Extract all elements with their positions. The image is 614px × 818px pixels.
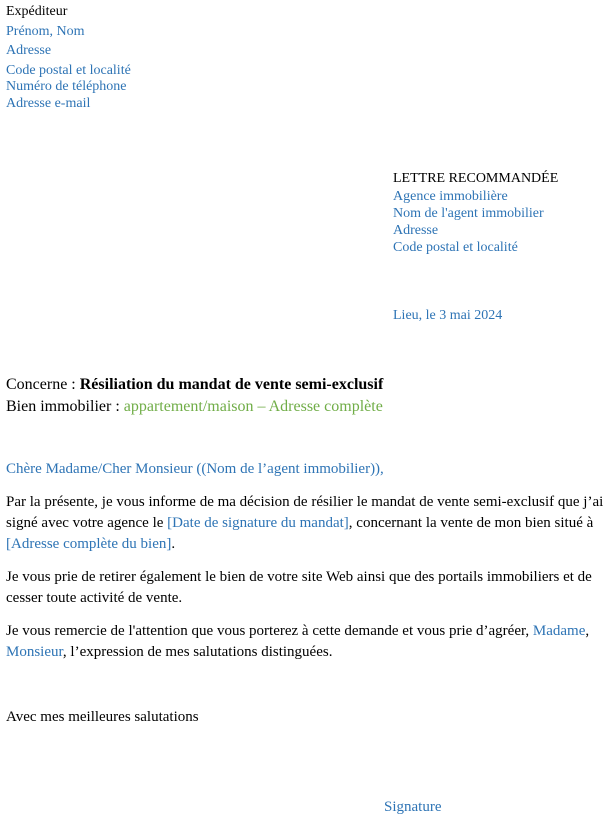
placeholder-mandate-date: [Date de signature du mandat] bbox=[167, 515, 349, 531]
recipient-agency: Agence immobilière bbox=[393, 189, 508, 204]
date-line: Lieu, le 3 mai 2024 bbox=[393, 308, 503, 323]
sender-email: Adresse e-mail bbox=[6, 96, 91, 111]
recipient-heading: LETTRE RECOMMANDÉE bbox=[393, 171, 559, 186]
property-label: Bien immobilier : bbox=[6, 398, 124, 415]
closing: Avec mes meilleures salutations bbox=[6, 709, 199, 725]
sender-address: Adresse bbox=[6, 43, 52, 58]
signature: Signature bbox=[384, 799, 442, 815]
paragraph-termination-text-3: . bbox=[171, 536, 176, 552]
paragraph-termination-text-1: Par la présente, je vous informe de ma décision de résilier le mandat de vente semi-exclusif que j’ai signé avec votre agence le bbox=[6, 494, 604, 531]
sender-postal: Code postal et localité bbox=[6, 63, 131, 78]
subject-label: Concerne : bbox=[6, 376, 80, 393]
paragraph-withdrawal: Je vous prie de retirer également le bien de votre site Web ainsi que des portails immobiliers et de cesser toute activité de vente. bbox=[6, 569, 592, 606]
subject-text: Résiliation du mandat de vente semi-exclusif bbox=[79, 376, 384, 393]
sender-heading: Expéditeur bbox=[6, 4, 68, 19]
sender-name: Prénom, Nom bbox=[6, 24, 85, 39]
subject-line bbox=[6, 375, 383, 394]
placeholder-monsieur: Monsieur bbox=[6, 644, 63, 660]
paragraph-termination bbox=[6, 492, 608, 555]
placeholder-madame: Madame bbox=[532, 623, 586, 639]
paragraph-thanks bbox=[6, 621, 608, 663]
recipient-postal: Code postal et localité bbox=[393, 240, 518, 255]
property-line bbox=[6, 397, 383, 416]
paragraph-thanks-text-1: Je vous remercie de l'attention que vous porterez à cette demande et vous prie d’agréer, bbox=[6, 623, 533, 639]
property-value: appartement/maison – Adresse complète bbox=[123, 398, 383, 415]
placeholder-property-address: [Adresse complète du bien] bbox=[6, 536, 172, 552]
sender-phone: Numéro de téléphone bbox=[6, 79, 127, 94]
salutation: Chère Madame/Cher Monsieur ((Nom de l’agent immobilier)), bbox=[6, 461, 384, 477]
paragraph-termination-text-2: , concernant la vente de mon bien situé à bbox=[348, 515, 594, 531]
recipient-agent: Nom de l'agent immobilier bbox=[393, 206, 544, 221]
paragraph-thanks-sep: , bbox=[585, 623, 590, 639]
recipient-address: Adresse bbox=[393, 223, 439, 238]
paragraph-thanks-text-2: , l’expression de mes salutations distinguées. bbox=[62, 644, 333, 660]
